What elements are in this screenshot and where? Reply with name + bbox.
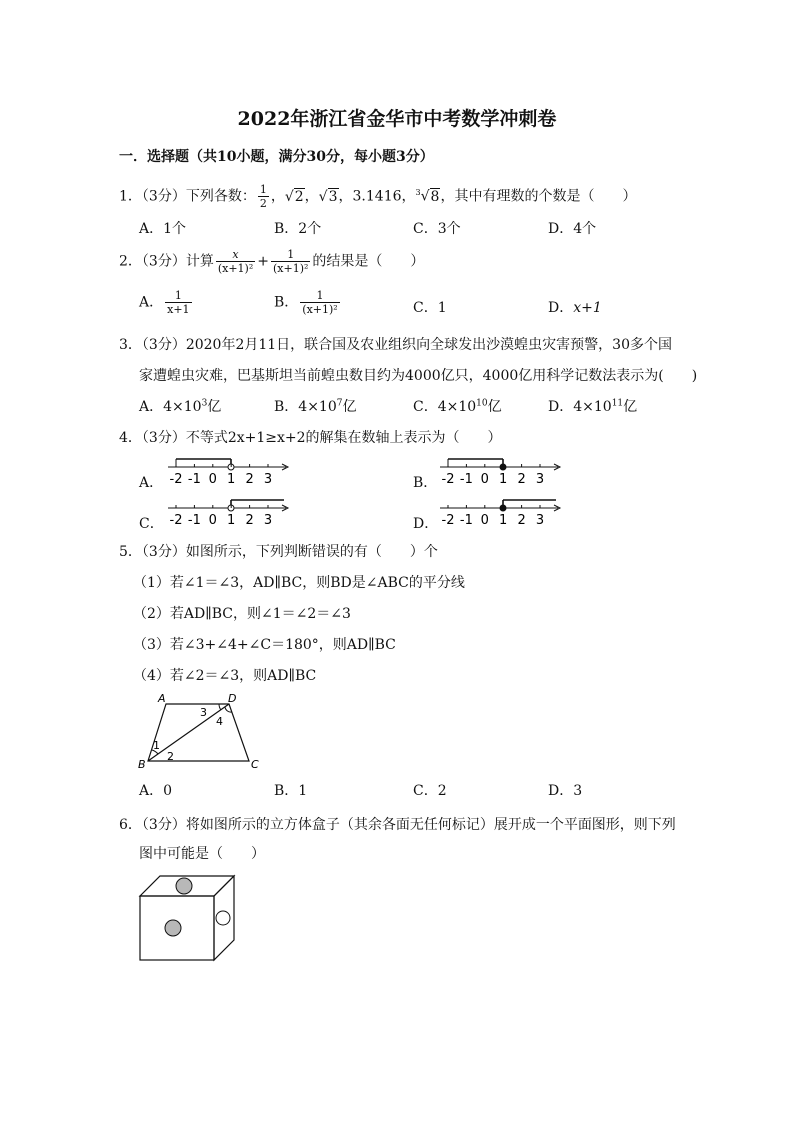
q2-option-a: A． $\frac{1}{x+1}$ — [139, 289, 190, 316]
q4-number-line-c — [158, 494, 298, 534]
fig-angle-3: 3 — [200, 706, 207, 719]
q5-option-b: B．1 — [274, 783, 308, 799]
number-line-tick-label: 0 — [208, 472, 217, 487]
question-6-line-2: 图中可能是（ ） — [139, 846, 265, 862]
number-line-tick-label: -2 — [169, 513, 183, 528]
q1-option-d: D．4个 — [548, 221, 597, 237]
number-line-tick-label: 0 — [480, 472, 489, 487]
q6-cube-figure — [136, 872, 236, 964]
number-line-tick-label: 0 — [208, 513, 217, 528]
q4-label-b: B． — [413, 475, 438, 491]
cube-side-circle-icon — [216, 911, 230, 925]
q1-sqrt-3: √3 — [318, 188, 338, 205]
number-line-tick-label: 3 — [263, 513, 273, 528]
fig-angle-4: 4 — [216, 715, 223, 728]
fig-label-d: D — [228, 692, 237, 705]
q4-number-line-b — [430, 453, 570, 493]
fig-angle-2: 2 — [167, 750, 174, 763]
q1-cbrt-8: $^3$√8 — [415, 187, 440, 205]
q5-option-c: C．2 — [413, 783, 447, 799]
number-line-tick-label: 2 — [245, 472, 254, 487]
question-2: 2．（3分）计算 $\frac{x}{\text{(x+1)²}}$ + $\frac{1}{\text{(x+1)²}}$ 的结果是（ ） — [119, 248, 425, 275]
question-3-line-2: 家遭蝗虫灾难，巴基斯坦当前蝗虫数目约为4000亿只，4000亿用科学记数法表示为( ) — [139, 368, 698, 384]
number-line-tick-label: -2 — [441, 513, 455, 528]
section-heading: 一．选择题（共10小题，满分30分，每小题3分） — [119, 149, 434, 165]
q4-number-line-d — [430, 494, 570, 534]
q5-item-3: （3）若∠3+∠4+∠C＝180°，则AD∥BC — [133, 637, 396, 653]
question-4: 4．（3分）不等式2x+1≥x+2的解集在数轴上表示为（ ） — [119, 430, 502, 446]
page-title: 2022年浙江省金华市中考数学冲刺卷 — [237, 108, 557, 130]
number-line-tick-label: 1 — [499, 513, 508, 528]
number-line-tick-label: 3 — [535, 472, 545, 487]
q2-fraction-2: $\frac{1}{\text{(x+1)²}}$ — [272, 248, 309, 275]
q5-option-a: A．0 — [139, 783, 173, 799]
q2-option-d: D．x+1 — [548, 300, 602, 316]
q5-option-d: D．3 — [548, 783, 583, 799]
fig-label-b: B — [138, 758, 146, 770]
q5-trapezoid-figure — [136, 690, 266, 770]
fig-label-c: C — [251, 758, 259, 770]
number-line-tick-label: -2 — [441, 472, 455, 487]
number-line-tick-label: 2 — [245, 513, 254, 528]
q1-stem: 1．（3分）下列各数： — [119, 188, 256, 205]
number-line-tick-label: 1 — [227, 513, 236, 528]
q4-label-a: A． — [139, 475, 164, 491]
number-line-tick-label: 3 — [263, 472, 273, 487]
q2-option-c: C．1 — [413, 300, 447, 316]
question-3-line-1: 3．（3分）2020年2月11日，联合国及农业组织向全球发出沙漠蝗虫灾害预警，30多个国 — [119, 337, 672, 353]
number-line-tick-label: 3 — [535, 513, 545, 528]
number-line-tick-label: -1 — [459, 472, 473, 487]
question-6-line-1: 6．（3分）将如图所示的立方体盒子（其余各面无任何标记）展开成一个平面图形，则下列 — [119, 817, 676, 833]
fig-angle-1: 1 — [153, 739, 160, 752]
q4-label-d: D． — [413, 516, 439, 532]
q1-option-c: C．3个 — [413, 221, 461, 237]
number-line-tick-label: -1 — [459, 513, 473, 528]
number-line-tick-label: 2 — [517, 513, 526, 528]
number-line-tick-label: 2 — [517, 472, 526, 487]
number-line-tick-label: 1 — [227, 472, 236, 487]
q1-fraction: $\frac{1}{2}$ — [259, 183, 267, 210]
q1-option-b: B．2个 — [274, 221, 322, 237]
q1-sqrt-2: √2 — [284, 188, 304, 205]
cube-top-dot-icon — [176, 878, 192, 894]
q1-option-a: A．1个 — [139, 221, 187, 237]
q3-option-d: D．$4\times 10^{11}$亿 — [548, 398, 638, 415]
q5-item-4: （4）若∠2＝∠3，则AD∥BC — [133, 668, 317, 684]
q3-option-b: B．$4\times 10^7$亿 — [274, 398, 357, 415]
question-1: 1．（3分）下列各数： $\frac{1}{2}$ ，√2，√3，3.1416，$^3$√8，其中有理数的个数是（ ） — [119, 183, 637, 210]
q2-fraction-1: $\frac{x}{\text{(x+1)²}}$ — [217, 248, 254, 275]
number-line-tick-label: -1 — [187, 513, 201, 528]
number-line-tick-label: -2 — [169, 472, 183, 487]
q3-option-c: C．$4\times 10^{10}$亿 — [413, 398, 502, 415]
cube-front-dot-icon — [165, 920, 181, 936]
question-5: 5．（3分）如图所示，下列判断错误的有（ ）个 — [119, 544, 438, 560]
number-line-tick-label: -1 — [187, 472, 201, 487]
number-line-tick-label: 0 — [480, 513, 489, 528]
number-line-tick-label: 1 — [499, 472, 508, 487]
q4-label-c: C． — [139, 516, 164, 532]
q5-item-1: （1）若∠1＝∠3，AD∥BC，则BD是∠ABC的平分线 — [133, 575, 465, 591]
q2-option-b: B． $\frac{1}{\text{(x+1)²}}$ — [274, 289, 338, 316]
q4-number-line-a — [158, 453, 298, 493]
q5-item-2: （2）若AD∥BC，则∠1＝∠2＝∠3 — [133, 606, 351, 622]
q3-option-a: A．$4\times 10^3$亿 — [139, 398, 222, 415]
fig-label-a: A — [158, 692, 166, 705]
